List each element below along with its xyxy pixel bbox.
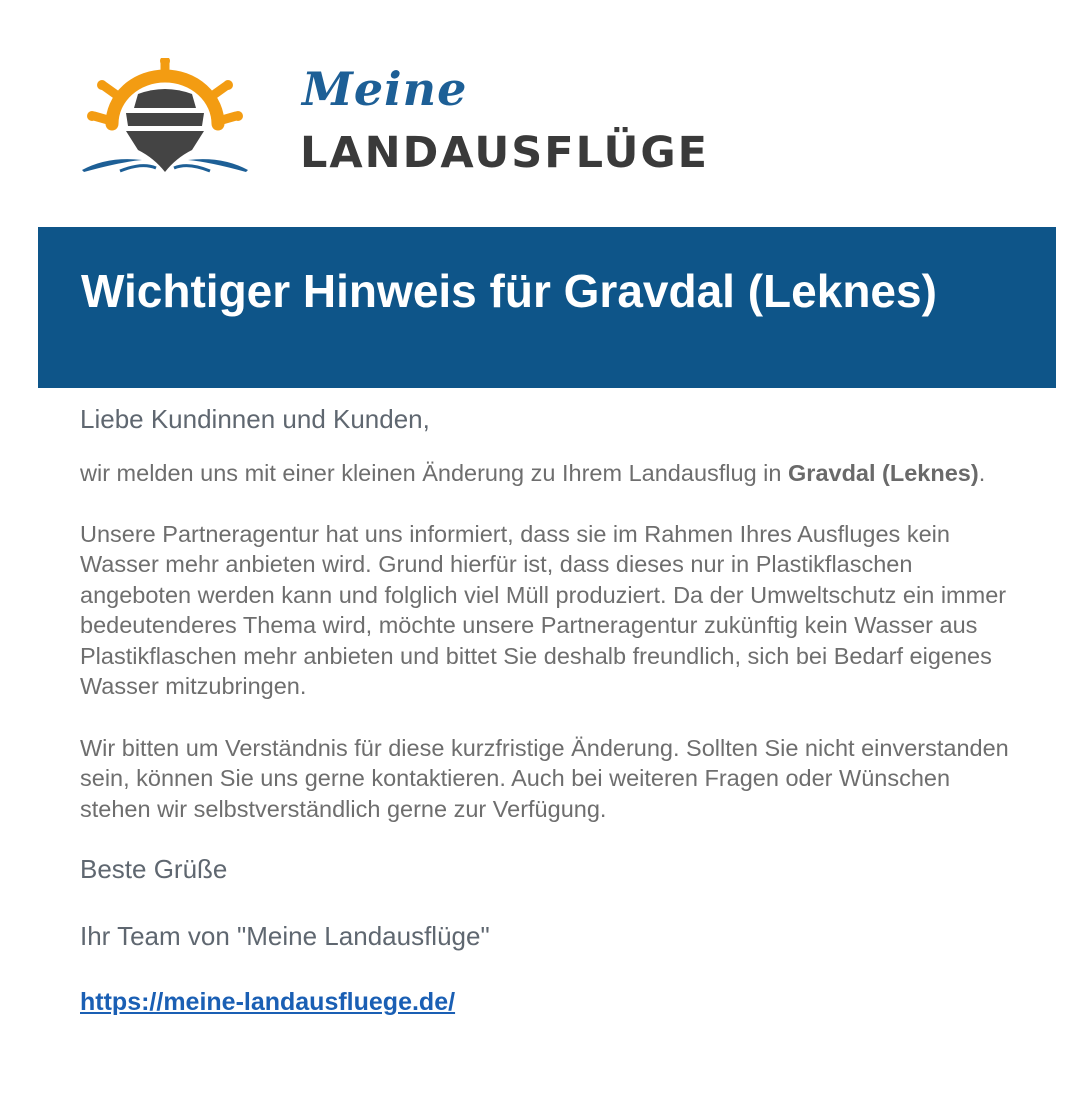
- website-link[interactable]: https://meine-landausfluege.de/: [80, 988, 456, 1016]
- intro-paragraph: [80, 458, 1020, 489]
- email-body: [80, 402, 1020, 1019]
- brand-script-text: Meine: [302, 62, 468, 116]
- intro-text-end: .: [978, 460, 986, 486]
- brand-logo: [80, 58, 740, 188]
- notice-title: Wichtiger Hinweis für Gravdal (Leknes): [81, 265, 937, 317]
- signature: Ihr Team von "Meine Landausflüge": [80, 921, 490, 951]
- greeting: Liebe Kundinnen und Kunden,: [80, 404, 430, 434]
- intro-text: wir melden uns mit einer kleinen Änderung zu Ihrem Landausflug in: [80, 460, 789, 486]
- notice-banner: [38, 227, 1056, 388]
- water-notice-paragraph: Unsere Partneragentur hat uns informiert, dass sie im Rahmen Ihres Ausfluges kein Wasser mehr anbieten wird. Grund hierfür ist, dass dieses nur in Plastikflaschen angeboten werden kann und folglich viel Müll produziert. Da der Umweltschutz ein immer bedeutenderes Thema wird, möchte unsere Partneragentur zukünftig kein Wasser aus Plastikflaschen mehr anbieten und bittet Sie deshalb freundlich, sich bei Bedarf eigenes Wasser mitzubringen.: [80, 520, 1007, 699]
- destination-name: Gravdal (Leknes): [788, 460, 979, 486]
- apology-paragraph: Wir bitten um Verständnis für diese kurzfristige Änderung. Sollten Sie nicht einverstanden sein, können Sie uns gerne kontaktieren. Auch bei weiteren Fragen oder Wünschen stehen wir selbstverständlich gerne zur Verfügung.: [80, 734, 1009, 822]
- ship-wheel-logo-icon: [80, 58, 255, 183]
- brand-wordmark: LANDAUSFLÜGE: [300, 128, 710, 178]
- closing-greeting: Beste Grüße: [80, 854, 228, 884]
